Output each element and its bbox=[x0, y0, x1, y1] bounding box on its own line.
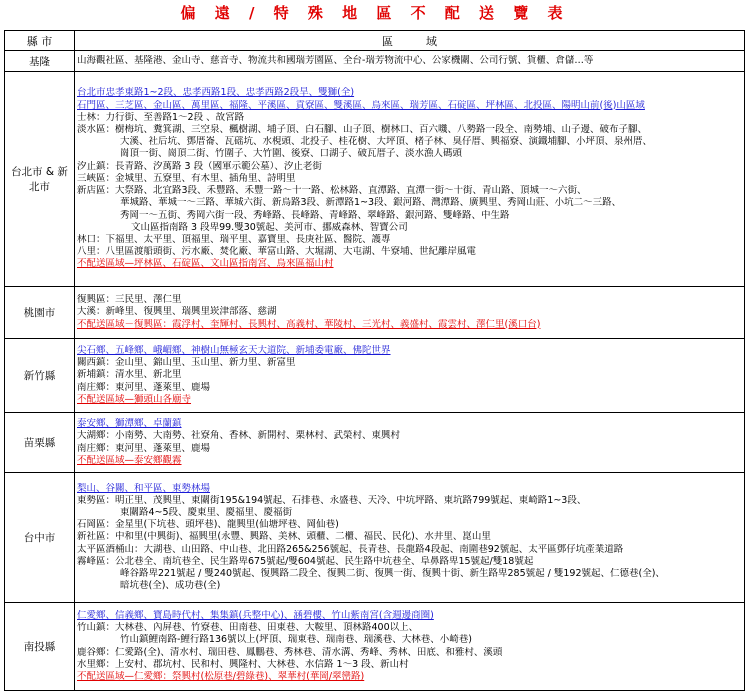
area-line: 復興區：三民里、澤仁里 bbox=[77, 294, 182, 306]
county-cell: 台北市 & 新北市 bbox=[5, 72, 75, 287]
area-line: 八里：八里區渡船頭街、污水廠、焚化廠、華富山路、大堀湖、大屯湖、牛寮埔、世紀離岸風電 bbox=[77, 246, 477, 258]
area-line: 泰安鄉、獅潭鄉、卓蘭鎮 bbox=[77, 418, 182, 430]
area-line: 淡水區：樹梅坑、糞箕湖、三空泉、楓樹湖、埔子頂、白石腳、山子頂、樹林口、百六嘰、八勢路一段全、南勢埔、山子邊、破布子腳、 bbox=[77, 124, 648, 136]
area-line: 大溪、社后坑、鄧厝崙、瓦磘坑、水梘頭、北投子、桂花樹、大坪頂、楮子林、臭仔厝、興福寮、演鐵埔腳、小坪頂、泉州厝、 bbox=[120, 136, 653, 148]
area-line: 大溪：新峰里、復興里、瑞興里崁津部落、慈湖 bbox=[77, 306, 277, 318]
header-county: 縣 市 bbox=[5, 31, 75, 51]
area-cell bbox=[75, 603, 745, 691]
row-keelung bbox=[5, 51, 745, 72]
area-line: 太平區酒桶山：大湖巷、山田路、中山巷、北田路265&256號起、長青巷、長龍路4段起、南圍巷92號起、太平區鄧仔坑產業道路 bbox=[77, 543, 624, 555]
area-line: 台北市忠孝東路1~2段、忠孝西路1段、忠孝西路2段旱、雙獅(全) bbox=[77, 87, 355, 99]
county-cell: 新竹縣 bbox=[5, 339, 75, 413]
county-cell: 台中市 bbox=[5, 473, 75, 603]
area-line: 關西鎮：金山里、錦山里、玉山里、新力里、新富里 bbox=[77, 357, 296, 369]
area-line: 大湖鄉：小南勢、大南勢、社寮角、香林、新開村、栗林村、武榮村、東興村 bbox=[77, 430, 401, 442]
area-line: 石門區、三芝區、金山區、萬里區、福隆、平溪區、貢寮區、雙溪區、烏來區、瑞芳區、石碇區、坪林區、北投區、陽明山前(後)山區域 bbox=[77, 99, 645, 111]
county-cell: 南投縣 bbox=[5, 603, 75, 691]
area-line: 竹山鎮：大林巷、內屏巷、竹寮巷、田南巷、田東巷、大鞍里、頂林路400以上、 bbox=[77, 622, 419, 634]
area-line: 華城路、華城一～三路、華城六街、新烏路3段、新潭路1~3段、銀河路、灣潭路、廣興里、秀岡山莊、小坑二～三路、 bbox=[120, 197, 622, 209]
area-line: 新店區：大祭路、北宜路3段、禾豐路、禾豐一路～十一路、松林路、直潭路、直潭一街～十街、青山路、頂城一～六街、 bbox=[77, 185, 587, 197]
area-line: 南庄鄉：東河里、蓬萊里、鹿場 bbox=[77, 381, 211, 393]
row-hsinchu bbox=[5, 339, 745, 413]
area-cell bbox=[75, 339, 745, 413]
row-taipei bbox=[5, 72, 745, 287]
area-line: 梨山、谷關、和平區、東勢林場 bbox=[77, 482, 211, 494]
area-line: 秀岡一～五街、秀岡六街一段、秀峰路、長峰路、青峰路、翠峰路、銀河路、雙峰路、中生路 bbox=[120, 209, 510, 221]
area-line: 水里鄉：上安村、郡坑村、民和村、興隆村、大林巷、水信路 1～3 段、新山村 bbox=[77, 658, 409, 670]
area-line: 石岡區：金星里(下坑巷、頭坪巷)、龍興里(仙塘坪巷、岡仙巷) bbox=[77, 519, 339, 531]
delivery-table bbox=[4, 30, 745, 691]
area-line: 東關路4~5段、慶東里、慶福里、慶福街 bbox=[120, 506, 293, 518]
area-line: 新社區：中和里(中興街)、福興里(永豐、興路、美林、頭櫃、二櫃、福民、民化)、水井里、崑山里 bbox=[77, 531, 491, 543]
area-line: 霧峰區：公北巷全、南坑巷全、民生路卑675號起/雙604號起、民生路中坑巷全、阜鼻路卑15號起/雙18號起 bbox=[77, 555, 534, 567]
area-line: 不配送區域—獅頭山各廟寺 bbox=[77, 393, 192, 405]
area-line: 尖石鄉、五峰鄉、峨嵋鄉、神樹山無極玄天大道院、新埔委電廠、佛陀世界 bbox=[77, 344, 391, 356]
area-line: 不配送區域—坪林區、石碇區、文山區指南宮、烏來區福山村 bbox=[77, 258, 334, 270]
area-line: 鹿谷鄉：仁愛路(全)、清水村、瑞田巷、鳳鵬巷、秀林巷、清水溝、秀峰、秀林、田底、和雅村、溪頭 bbox=[77, 646, 503, 658]
area-line: 山海觀社區、基隆港、金山寺、慈音寺、物流共和國瑞芳園區、全台-瑞芳物流中心、公家機關、公司行號、貨櫃、倉儲…等 bbox=[77, 54, 594, 66]
area-line: 汐止鎮：長青路、汐萬路 3 段（國軍示範公墓）、汐止老街 bbox=[77, 160, 322, 172]
area-line: 新埔鎮：清水里、新北里 bbox=[77, 369, 182, 381]
area-line: 南庄鄉：東河里、蓬萊里、鹿場 bbox=[77, 442, 211, 454]
area-line: 東勢區：明正里、茂興里、東關街195&194號起、石排巷、永盛巷、天冷、中坑坪路、東坑路799號起、東崎路1~3段、 bbox=[77, 494, 587, 506]
area-line: 林口：下福里、太平里、頂福里、瑞平里、嘉寶里、長庚社區、醫院、護專 bbox=[77, 233, 391, 245]
area-line: 不配送區域—泰安鄉觀霧 bbox=[77, 454, 182, 466]
row-nantou bbox=[5, 603, 745, 691]
area-line: 三峽區：金城里、五寮里、有木里、插角里、詩明里 bbox=[77, 172, 296, 184]
area-cell bbox=[75, 473, 745, 603]
area-cell bbox=[75, 287, 745, 339]
row-miaoli bbox=[5, 413, 745, 473]
area-line: 士林：力行街、至善路1～2段 、故宮路 bbox=[77, 111, 245, 123]
table-header-row bbox=[5, 31, 745, 51]
row-taoyuan bbox=[5, 287, 745, 339]
header-area: 區 域 bbox=[75, 31, 745, 51]
area-line: 文山區指南路 3 段卑99.雙30號起、美河市、挪威森林、智寶公司 bbox=[131, 221, 408, 233]
area-line: 暗坑巷(全)、成功巷(全) bbox=[120, 580, 221, 592]
area-line: 仁愛鄉、信義鄉、寶島時代村、集集鎮(兵整中心)、涵碧樓、竹山紫南宮(含週邊商圈) bbox=[77, 609, 434, 621]
area-cell bbox=[75, 413, 745, 473]
area-line: 不配送區域—仁愛鄉：祭興村(松原巷/碧綠巷)、翠華村(華岡/翠巒路) bbox=[77, 670, 365, 682]
area-cell bbox=[75, 51, 745, 72]
area-cell bbox=[75, 72, 745, 287]
row-taichung bbox=[5, 473, 745, 603]
area-line: 峰谷路卑221號起 / 雙240號起、復興路二段全、復興二街、復興一街、復興十街、新生路卑285號起 / 雙192號起、仁德巷(全)、 bbox=[120, 568, 665, 579]
county-cell: 桃園市 bbox=[5, 287, 75, 339]
county-cell: 基隆 bbox=[5, 51, 75, 72]
page-title: 偏 遠 / 特 殊 地 區 不 配 送 覽 表 bbox=[180, 4, 570, 22]
county-cell: 苗栗縣 bbox=[5, 413, 75, 473]
area-line: 不配送區域－復興區：霞浮村、奎輝村、長興村、高義村、華陵村、三光村、義盛村、霞雲村、澤仁里(溪口台) bbox=[77, 318, 541, 330]
area-line: 竹山鎮鯉南路-鯉行路136號以上(坪頂、瑞東巷、瑞南巷、瑞溪巷、大林巷、小崎巷) bbox=[120, 634, 472, 646]
area-line: 崗頂一街、崗頂二街、竹圍子、大竹圍、後寮、口湖子、破瓦厝子、淡水漁人碼頭 bbox=[120, 148, 463, 160]
